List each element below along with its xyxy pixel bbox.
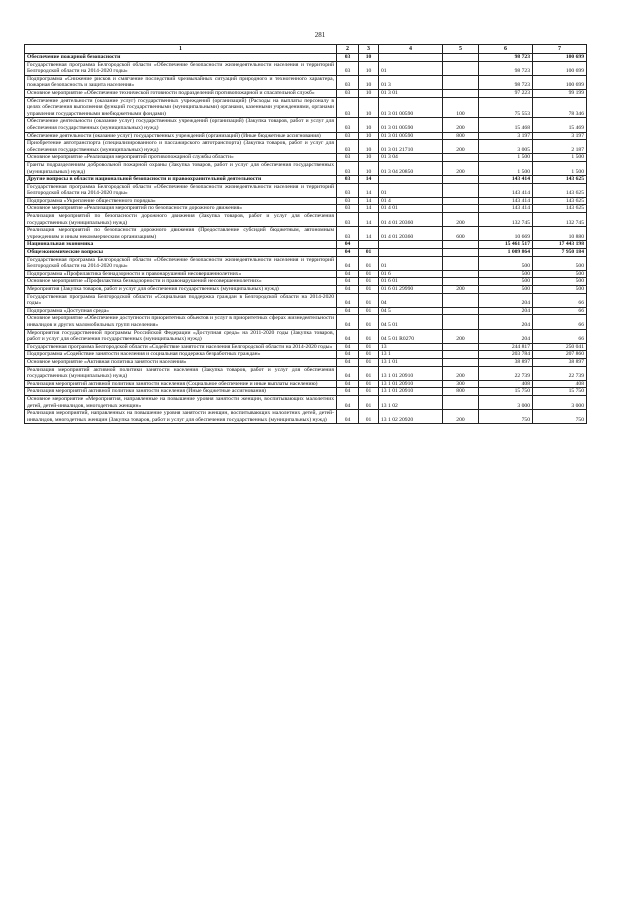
amount-year-1: 143 414 (479, 176, 533, 184)
table-row (25, 75, 587, 89)
subsection-code: 01 (359, 388, 379, 396)
table-row (25, 343, 587, 351)
table-row (25, 205, 587, 213)
subsection-code: 14 (359, 213, 379, 227)
amount-year-1: 500 (479, 256, 533, 270)
row-description: Основное мероприятие «Профилактика безнадзорности и правонарушений несовершеннолетних» (25, 278, 337, 286)
section-code: 04 (337, 388, 359, 396)
target-article-code: 04 5 01 R0270 (379, 329, 443, 343)
section-code: 03 (337, 132, 359, 140)
amount-year-1: 204 (479, 293, 533, 307)
amount-year-1: 204 (479, 307, 533, 315)
subsection-code: 10 (359, 61, 379, 75)
expense-type-code (443, 358, 479, 366)
amount-year-1: 500 (479, 278, 533, 286)
row-description: Основное мероприятие «Реализация мероприятий противопожарной службы области» (25, 154, 337, 162)
column-header: 2 (337, 45, 359, 54)
target-article-code: 01 3 01 (379, 89, 443, 97)
table-row (25, 329, 587, 343)
amount-year-2: 100 699 (533, 75, 587, 89)
expense-type-code: 600 (443, 227, 479, 241)
row-description: Реализация мероприятий активной политики занятости населения (Социальное обеспечение и иные выплаты населению) (25, 380, 337, 388)
expense-type-code (443, 154, 479, 162)
row-description: Реализация мероприятий активной политики занятости населения (Закупка товаров, работ и услуг для обеспечения государственных (муниципальных) нужд) (25, 366, 337, 380)
amount-year-2: 22 739 (533, 366, 587, 380)
table-row (25, 270, 587, 278)
row-description: Основное мероприятие «Обеспечение доступности приоритетных объектов и услуг в приоритетных сферах жизнедеятельности инвалидов и других маломобильных групп населения» (25, 315, 337, 329)
amount-year-1: 15 468 (479, 118, 533, 132)
target-article-code: 01 4 01 20360 (379, 213, 443, 227)
row-description: Государственная программа Белгородской области «Социальная поддержка граждан в Белгородской области на 2014-2020 годы» (25, 293, 337, 307)
amount-year-1: 97 223 (479, 89, 533, 97)
amount-year-2: 3 197 (533, 132, 587, 140)
subsection-code: 10 (359, 140, 379, 154)
section-code: 04 (337, 249, 359, 257)
section-code: 04 (337, 358, 359, 366)
table-row (25, 351, 587, 359)
row-description: Обеспечение деятельности (оказание услуг) государственных учреждений (организаций) (Закупка товаров, работ и услуг для обеспечения государственных (муниципальных) нужд) (25, 118, 337, 132)
amount-year-1: 98 723 (479, 75, 533, 89)
subsection-code: 01 (359, 395, 379, 409)
section-code: 03 (337, 140, 359, 154)
section-code: 04 (337, 256, 359, 270)
subsection-code: 01 (359, 410, 379, 424)
row-description: Мероприятия государственной программы Российской Федерации «Доступная среда» на 2011-2020 годы (Закупка товаров, работ и услуг для обеспечения государственных (муниципальных) нужд) (25, 329, 337, 343)
subsection-code: 14 (359, 205, 379, 213)
row-description: Государственная программа Белгородской области «Обеспечение безопасности жизнедеятельности населения и территорий Белгородской области на 2014-2020 годы» (25, 61, 337, 75)
section-code: 03 (337, 161, 359, 175)
amount-year-2: 78 346 (533, 97, 587, 118)
subsection-code: 01 (359, 307, 379, 315)
section-code: 04 (337, 270, 359, 278)
expense-type-code (443, 89, 479, 97)
amount-year-2: 15 469 (533, 118, 587, 132)
amount-year-1: 750 (479, 410, 533, 424)
subsection-code: 01 (359, 293, 379, 307)
row-description: Национальная экономика (25, 241, 337, 249)
column-header: 7 (533, 45, 587, 54)
subsection-code: 10 (359, 132, 379, 140)
subsection-code: 01 (359, 256, 379, 270)
expense-type-code (443, 278, 479, 286)
row-description: Государственная программа Белгородской области «Обеспечение безопасности жизнедеятельности населения и территорий Белгородской области на 2014-2020 годы» (25, 183, 337, 197)
row-description: Реализация мероприятий активной политики занятости населения (Иные бюджетные ассигнования) (25, 388, 337, 396)
table-row (25, 388, 587, 396)
amount-year-1: 143 414 (479, 197, 533, 205)
table-row (25, 213, 587, 227)
section-code: 03 (337, 176, 359, 184)
table-row (25, 293, 587, 307)
expense-type-code (443, 176, 479, 184)
subsection-code: 01 (359, 380, 379, 388)
expense-type-code (443, 307, 479, 315)
table-row (25, 286, 587, 294)
subsection-code: 14 (359, 176, 379, 184)
column-header: 3 (359, 45, 379, 54)
target-article-code: 01 4 (379, 197, 443, 205)
amount-year-2: 38 897 (533, 358, 587, 366)
subsection-code: 01 (359, 270, 379, 278)
subsection-code: 01 (359, 286, 379, 294)
table-row (25, 380, 587, 388)
amount-year-2: 250 041 (533, 343, 587, 351)
expense-type-code: 200 (443, 366, 479, 380)
expense-type-code (443, 197, 479, 205)
amount-year-1: 204 (479, 315, 533, 329)
row-description: Основное мероприятие «Мероприятия, направленные на повышение уровня занятости женщин, воспитывающих малолетних детей, детей-инвалидов, многодетных женщин» (25, 395, 337, 409)
amount-year-2: 750 (533, 410, 587, 424)
section-code: 03 (337, 213, 359, 227)
subsection-code: 14 (359, 197, 379, 205)
amount-year-2: 66 (533, 329, 587, 343)
row-description: Основное мероприятие «Активная политика занятости населения» (25, 358, 337, 366)
table-row (25, 358, 587, 366)
amount-year-1: 38 897 (479, 358, 533, 366)
amount-year-2: 207 860 (533, 351, 587, 359)
table-row (25, 366, 587, 380)
row-description: Реализация мероприятий по безопасности дорожного движения (Предоставление субсидий бюджетным, автономным учреждениям и иным некоммерческим организациям) (25, 227, 337, 241)
amount-year-1: 15 461 517 (479, 241, 533, 249)
table-row (25, 132, 587, 140)
amount-year-2: 143 625 (533, 183, 587, 197)
expense-type-code (443, 293, 479, 307)
section-code: 04 (337, 315, 359, 329)
row-description: Приобретение автотранспорта (специализированного и пассажирского автотранспорта) (Закупка товаров, работ и услуг для обеспечения государственных (муниципальных) нужд) (25, 140, 337, 154)
section-row (25, 54, 587, 62)
target-article-code: 13 (379, 343, 443, 351)
row-description: Мероприятия (Закупка товаров, работ и услуг для обеспечения государственных (муниципальных) нужд) (25, 286, 337, 294)
header-row (25, 45, 587, 54)
row-description: Подпрограмма «Содействие занятости населения и социальная поддержка безработных граждан» (25, 351, 337, 359)
section-code: 04 (337, 307, 359, 315)
table-row (25, 97, 587, 118)
amount-year-2: 1 500 (533, 154, 587, 162)
subsection-code: 01 (359, 329, 379, 343)
target-article-code: 13 1 01 20910 (379, 366, 443, 380)
section-code: 03 (337, 197, 359, 205)
row-description: Реализация мероприятий, направленных на повышение уровня занятости женщин, воспитывающих малолетних детей, детей-инвалидов, многодетных женщин (Закупка товаров, работ и услуг для обеспечения государственных (муниципальных) нужд) (25, 410, 337, 424)
section-code: 04 (337, 329, 359, 343)
expense-type-code (443, 270, 479, 278)
expense-type-code (443, 351, 479, 359)
subsection-code (359, 241, 379, 249)
subsection-code: 10 (359, 97, 379, 118)
amount-year-1: 132 745 (479, 213, 533, 227)
amount-year-1: 98 723 (479, 54, 533, 62)
subsection-code: 01 (359, 278, 379, 286)
target-article-code: 01 4 01 20360 (379, 227, 443, 241)
target-article-code (379, 249, 443, 257)
row-description: Подпрограмма «Укрепление общественного порядка» (25, 197, 337, 205)
subsection-code: 01 (359, 358, 379, 366)
amount-year-2: 10 880 (533, 227, 587, 241)
row-description: Подпрограмма «Доступная среда» (25, 307, 337, 315)
row-description: Общеэкономические вопросы (25, 249, 337, 257)
target-article-code: 13 1 02 (379, 395, 443, 409)
table-row (25, 395, 587, 409)
expense-type-code (443, 241, 479, 249)
target-article-code: 01 3 01 00590 (379, 97, 443, 118)
target-article-code: 13 1 02 20920 (379, 410, 443, 424)
amount-year-1: 3 000 (479, 395, 533, 409)
target-article-code: 01 6 (379, 270, 443, 278)
expense-type-code: 200 (443, 410, 479, 424)
target-article-code: 01 3 04 20850 (379, 161, 443, 175)
table-row (25, 410, 587, 424)
table-row (25, 278, 587, 286)
target-article-code: 01 6 01 (379, 278, 443, 286)
section-code: 03 (337, 61, 359, 75)
expense-type-code: 100 (443, 97, 479, 118)
expense-type-code: 200 (443, 329, 479, 343)
target-article-code: 01 3 01 21710 (379, 140, 443, 154)
amount-year-2: 143 625 (533, 176, 587, 184)
section-code: 03 (337, 154, 359, 162)
column-header: 4 (379, 45, 443, 54)
amount-year-2: 3 000 (533, 395, 587, 409)
amount-year-2: 66 (533, 307, 587, 315)
subsection-code: 10 (359, 75, 379, 89)
row-description: Подпрограмма «Профилактика безнадзорности и правонарушений несовершеннолетних» (25, 270, 337, 278)
budget-table (24, 44, 587, 424)
expense-type-code: 200 (443, 118, 479, 132)
amount-year-2: 2 187 (533, 140, 587, 154)
section-code: 03 (337, 205, 359, 213)
section-code: 04 (337, 395, 359, 409)
expense-type-code: 200 (443, 213, 479, 227)
row-description: Государственная программа Белгородской области «Содействие занятости населения Белгородской области на 2014-2020 годы» (25, 343, 337, 351)
row-description: Реализация мероприятий по безопасности дорожного движения (Закупка товаров, работ и услуг для обеспечения государственных (муниципальных) нужд) (25, 213, 337, 227)
amount-year-1: 1 500 (479, 161, 533, 175)
row-description: Подпрограмма «Снижение рисков и смягчение последствий чрезвычайных ситуаций природного и техногенного характера, пожарная безопасность и защита населения» (25, 75, 337, 89)
row-description: Гранты подразделениям добровольной пожарной охраны (Закупка товаров, работ и услуг для обеспечения государственных (муниципальных) нужд) (25, 161, 337, 175)
expense-type-code: 200 (443, 161, 479, 175)
amount-year-1: 203 784 (479, 351, 533, 359)
amount-year-2: 100 699 (533, 54, 587, 62)
amount-year-2: 7 950 184 (533, 249, 587, 257)
expense-type-code: 200 (443, 286, 479, 294)
row-description: Основное мероприятие «Обеспечение технической готовности подразделений противопожарной и спасательной служб» (25, 89, 337, 97)
expense-type-code (443, 205, 479, 213)
amount-year-2: 500 (533, 256, 587, 270)
row-description: Государственная программа Белгородской области «Обеспечение безопасности жизнедеятельности населения и территорий Белгородской области на 2014-2020 годы» (25, 256, 337, 270)
subsection-code: 10 (359, 118, 379, 132)
amount-year-1: 143 414 (479, 205, 533, 213)
amount-year-2: 408 (533, 380, 587, 388)
row-description: Обеспечение деятельности (оказание услуг) государственных учреждений (организаций) (Расходы на выплаты персоналу в целях обеспечения выполнения функций государственными (муниципальными) органами, казенными учреждениями, органами управления государственными внебюджетными фондами) (25, 97, 337, 118)
table-row (25, 183, 587, 197)
target-article-code: 01 4 01 (379, 205, 443, 213)
section-code: 04 (337, 351, 359, 359)
table-row (25, 315, 587, 329)
amount-year-2: 66 (533, 315, 587, 329)
amount-year-1: 98 723 (479, 61, 533, 75)
target-article-code: 01 3 01 00590 (379, 132, 443, 140)
target-article-code: 01 6 01 29990 (379, 286, 443, 294)
subsection-code: 10 (359, 161, 379, 175)
expense-type-code: 200 (443, 140, 479, 154)
amount-year-1: 15 750 (479, 388, 533, 396)
subsection-code: 14 (359, 227, 379, 241)
amount-year-1: 22 739 (479, 366, 533, 380)
section-code: 03 (337, 97, 359, 118)
section-code: 04 (337, 286, 359, 294)
section-code: 03 (337, 89, 359, 97)
section-code: 04 (337, 278, 359, 286)
amount-year-2: 143 625 (533, 205, 587, 213)
table-row (25, 89, 587, 97)
amount-year-2: 500 (533, 278, 587, 286)
column-header: 1 (25, 45, 337, 54)
section-code: 04 (337, 380, 359, 388)
subsection-code: 14 (359, 183, 379, 197)
table-row (25, 161, 587, 175)
target-article-code (379, 176, 443, 184)
expense-type-code (443, 61, 479, 75)
expense-type-code (443, 343, 479, 351)
table-row (25, 154, 587, 162)
amount-year-1: 1 009 864 (479, 249, 533, 257)
subsection-code: 01 (359, 351, 379, 359)
row-description: Другие вопросы в области национальной безопасности и правоохранительной деятельности (25, 176, 337, 184)
table-row (25, 140, 587, 154)
table-row (25, 307, 587, 315)
expense-type-code (443, 183, 479, 197)
amount-year-1: 1 500 (479, 154, 533, 162)
column-header: 5 (443, 45, 479, 54)
section-code: 04 (337, 293, 359, 307)
amount-year-1: 75 553 (479, 97, 533, 118)
target-article-code: 01 3 (379, 75, 443, 89)
expense-type-code (443, 315, 479, 329)
target-article-code (379, 54, 443, 62)
section-code: 04 (337, 241, 359, 249)
amount-year-1: 3 005 (479, 140, 533, 154)
amount-year-1: 10 669 (479, 227, 533, 241)
target-article-code: 04 (379, 293, 443, 307)
subsection-code: 01 (359, 343, 379, 351)
expense-type-code (443, 256, 479, 270)
section-code: 04 (337, 366, 359, 380)
expense-type-code: 300 (443, 380, 479, 388)
section-row (25, 176, 587, 184)
target-article-code: 01 (379, 61, 443, 75)
section-code: 03 (337, 227, 359, 241)
section-code: 04 (337, 410, 359, 424)
expense-type-code (443, 54, 479, 62)
section-code: 04 (337, 343, 359, 351)
subsection-code: 10 (359, 89, 379, 97)
section-row (25, 249, 587, 257)
target-article-code: 13 1 01 20910 (379, 388, 443, 396)
section-code: 03 (337, 183, 359, 197)
table-row (25, 256, 587, 270)
amount-year-1: 500 (479, 286, 533, 294)
expense-type-code (443, 249, 479, 257)
amount-year-1: 204 (479, 329, 533, 343)
section-code: 03 (337, 75, 359, 89)
subsection-code: 01 (359, 366, 379, 380)
expense-type-code (443, 395, 479, 409)
subsection-code: 01 (359, 315, 379, 329)
amount-year-1: 143 414 (479, 183, 533, 197)
amount-year-2: 500 (533, 286, 587, 294)
target-article-code: 13 1 01 (379, 358, 443, 366)
table-row (25, 61, 587, 75)
column-header: 6 (479, 45, 533, 54)
section-code: 03 (337, 118, 359, 132)
amount-year-2: 143 625 (533, 197, 587, 205)
section-code: 03 (337, 54, 359, 62)
amount-year-2: 99 199 (533, 89, 587, 97)
amount-year-2: 17 443 198 (533, 241, 587, 249)
target-article-code: 04 5 (379, 307, 443, 315)
expense-type-code: 800 (443, 132, 479, 140)
amount-year-1: 408 (479, 380, 533, 388)
amount-year-2: 15 750 (533, 388, 587, 396)
subsection-code: 10 (359, 154, 379, 162)
target-article-code: 01 (379, 256, 443, 270)
row-description: Обеспечение деятельности (оказание услуг) государственных учреждений (организаций) (Иные бюджетные ассигнования) (25, 132, 337, 140)
target-article-code: 13 1 (379, 351, 443, 359)
target-article-code: 01 (379, 183, 443, 197)
amount-year-1: 3 197 (479, 132, 533, 140)
amount-year-2: 132 745 (533, 213, 587, 227)
amount-year-2: 1 500 (533, 161, 587, 175)
page-number: 281 (314, 31, 326, 39)
row-description: Обеспечение пожарной безопасности (25, 54, 337, 62)
subsection-code: 10 (359, 54, 379, 62)
table-row (25, 197, 587, 205)
amount-year-1: 500 (479, 270, 533, 278)
expense-type-code: 800 (443, 388, 479, 396)
target-article-code (379, 241, 443, 249)
amount-year-2: 500 (533, 270, 587, 278)
amount-year-2: 66 (533, 293, 587, 307)
target-article-code: 04 5 01 (379, 315, 443, 329)
subsection-code: 01 (359, 249, 379, 257)
expense-type-code (443, 75, 479, 89)
target-article-code: 13 1 01 20910 (379, 380, 443, 388)
row-description: Основное мероприятие «Реализация мероприятий по безопасности дорожного движения» (25, 205, 337, 213)
amount-year-2: 100 699 (533, 61, 587, 75)
target-article-code: 01 3 04 (379, 154, 443, 162)
section-row (25, 241, 587, 249)
table-row (25, 118, 587, 132)
target-article-code: 01 3 01 00590 (379, 118, 443, 132)
amount-year-1: 244 817 (479, 343, 533, 351)
table-row (25, 227, 587, 241)
